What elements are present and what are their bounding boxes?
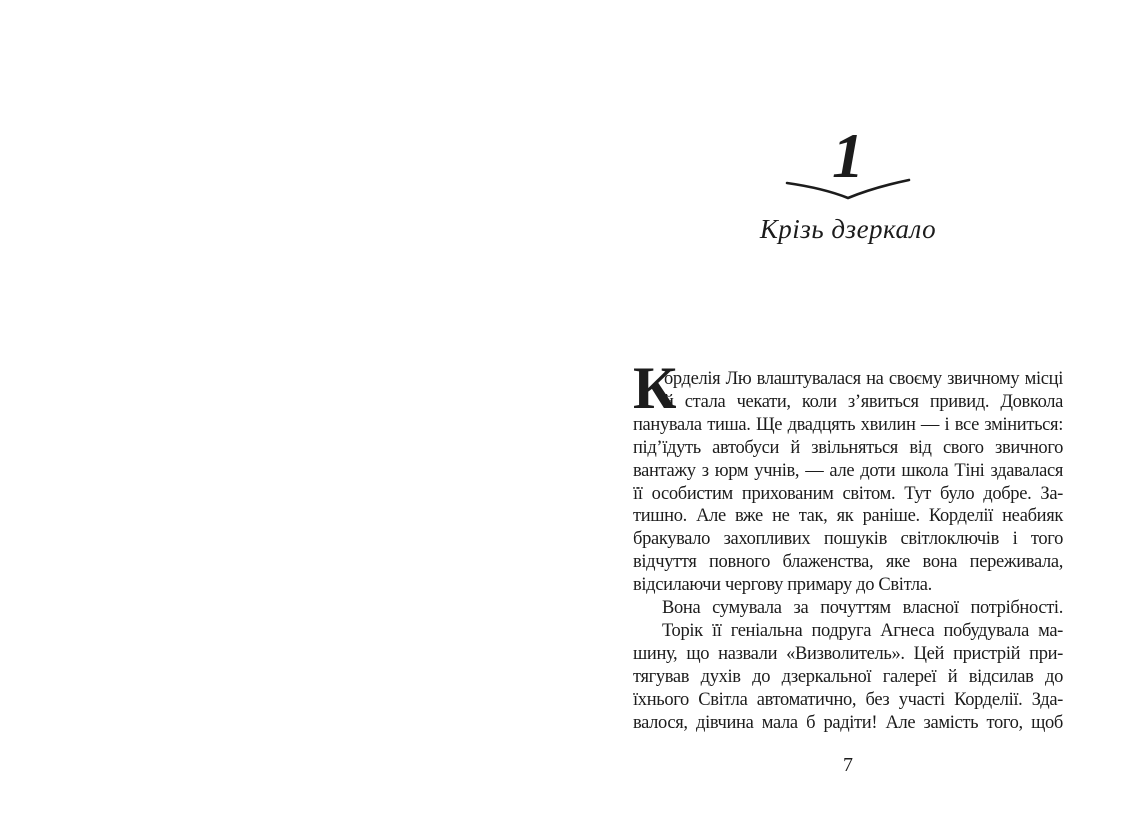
text-line: під’їдуть автобуси й звільняться від свого звичного <box>633 437 1063 458</box>
paragraph-1 <box>633 355 1063 597</box>
text-line: бракувало захопливих пошуків світлоключів і того <box>633 529 1063 550</box>
text-line: валося, дівчина мала б радіти! Але замість того, щоб <box>633 712 1063 733</box>
text-line: вантажу з юрм учнів, — але доти школа Тіні здавалася <box>633 460 1063 481</box>
text-line: Вона сумувала за почуттям власної потрібності. <box>662 598 1063 619</box>
text-line: орделія Лю влаштувалася на своєму звичному місці <box>664 369 1063 389</box>
text-line: її особистим прихованим світом. Тут було добре. За- <box>633 483 1063 504</box>
chapter-number: 1 <box>832 120 864 191</box>
chapter-ornament-icon <box>785 177 911 201</box>
paragraph-2 <box>633 597 1063 620</box>
drop-cap: К <box>633 355 677 421</box>
text-line: тишно. Але вже не так, як раніше. Корделії неабияк <box>633 506 1063 527</box>
text-line: Торік її геніальна подруга Агнеса побудувала ма- <box>662 620 1063 641</box>
text-line: тягував духів до дзеркальної галереї й відсилав до <box>633 666 1063 687</box>
paragraph-3 <box>633 620 1063 735</box>
body-text <box>633 355 1063 735</box>
text-line: відчуття повного блаженства, яке вона переживала, <box>633 552 1063 573</box>
page-number: 7 <box>843 754 853 776</box>
chapter-title: Крізь дзеркало <box>759 214 937 244</box>
text-line: й стала чекати, коли з’явиться привид. Довкола <box>664 391 1063 412</box>
text-line: шину, що назвали «Визволитель». Цей пристрій при- <box>633 643 1063 664</box>
text-line: відсилаючи чергову примару до Світла. <box>633 575 932 596</box>
text-line: їхнього Світла автоматично, без участі Корделії. Зда- <box>633 689 1063 710</box>
text-line: панувала тиша. Ще двадцять хвилин — і все зміниться: <box>633 414 1063 435</box>
